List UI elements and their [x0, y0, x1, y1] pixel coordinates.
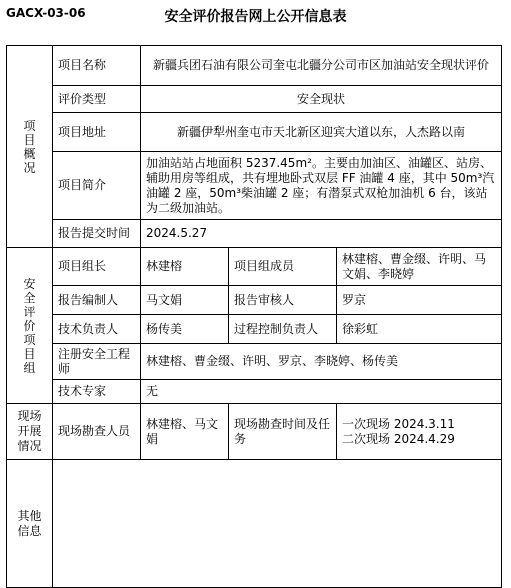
value-survey-time: [337, 404, 502, 460]
label-experts: 技术专家: [53, 380, 141, 404]
row-team-leader: [7, 248, 502, 286]
row-eval-type: [7, 86, 502, 113]
section-team: [7, 248, 53, 404]
section-overview: [7, 46, 53, 248]
info-table: [6, 45, 502, 588]
value-other-info: [53, 460, 502, 588]
label-project-address: 项目地址: [53, 113, 141, 152]
row-other-info: [7, 460, 502, 588]
row-report-author: [7, 286, 502, 315]
label-project-name: 项目名称: [53, 46, 141, 86]
value-report-reviewer: 罗京: [337, 286, 502, 315]
label-report-reviewer: 报告审核人: [229, 286, 337, 315]
document-title: 安全评价报告网上公开信息表: [164, 9, 347, 25]
row-project-address: [7, 113, 502, 152]
row-experts: [7, 380, 502, 404]
value-experts: 无: [141, 380, 502, 404]
value-project-address: 新疆伊犁州奎屯市天北新区迎宾大道以东，人杰路以南: [141, 113, 502, 152]
label-team-members: 项目组成员: [229, 248, 337, 286]
section-other: 其他信息: [7, 460, 53, 588]
label-tech-lead: 技术负责人: [53, 315, 141, 344]
value-eval-type: 安全现状: [141, 86, 502, 113]
row-engineers: [7, 344, 502, 380]
section-team-label: 安全评价项目组: [23, 276, 36, 375]
label-surveyors: 现场勘查人员: [53, 404, 141, 460]
row-tech-lead: [7, 315, 502, 344]
value-process-lead: 徐彩虹: [337, 315, 502, 344]
label-process-lead: 过程控制负责人: [229, 315, 337, 344]
value-team-leader: 林建榕: [141, 248, 229, 286]
row-project-name: [7, 46, 502, 86]
label-survey-time: 现场勘查时间及任务: [229, 404, 337, 460]
section-site: 现场开展情况: [7, 404, 53, 460]
label-report-author: 报告编制人: [53, 286, 141, 315]
label-eval-type: 评价类型: [53, 86, 141, 113]
value-team-members: 林建榕、曹金缀、许明、马文娟、李晓婷: [337, 248, 502, 286]
value-submit-time: 2024.5.27: [141, 220, 502, 248]
section-overview-label: 项目概况: [23, 118, 36, 175]
value-project-intro: 加油站站占地面积 5237.45m²。主要由加油区、油罐区、站房、辅助用房等组成，共有埋地卧式双层 FF 油罐 4 座，其中 50m³汽油罐 2 座，50m³柴油罐 2 座；有潜泵式双枪加油机 6 台，该站为二级加油站。: [141, 152, 502, 220]
survey-visit-1: 一次现场 2024.3.11: [342, 416, 455, 431]
survey-visit-2: 二次现场 2024.4.29: [342, 431, 455, 446]
label-team-leader: 项目组长: [53, 248, 141, 286]
value-tech-lead: 杨传美: [141, 315, 229, 344]
row-submit-time: [7, 220, 502, 248]
label-engineers: 注册安全工程师: [53, 344, 141, 380]
value-report-author: 马文娟: [141, 286, 229, 315]
label-submit-time: 报告提交时间: [53, 220, 141, 248]
document-code: GACX-03-06: [6, 6, 86, 20]
label-project-intro: 项目简介: [53, 152, 141, 220]
value-surveyors: 林建榕、马文娟: [141, 404, 229, 460]
value-engineers: 林建榕、曹金缀、许明、罗京、李晓婷、杨传美: [141, 344, 502, 380]
value-project-name: 新疆兵团石油有限公司奎屯北疆分公司市区加油站安全现状评价: [141, 46, 502, 86]
row-project-intro: [7, 152, 502, 220]
row-site-survey: [7, 404, 502, 460]
